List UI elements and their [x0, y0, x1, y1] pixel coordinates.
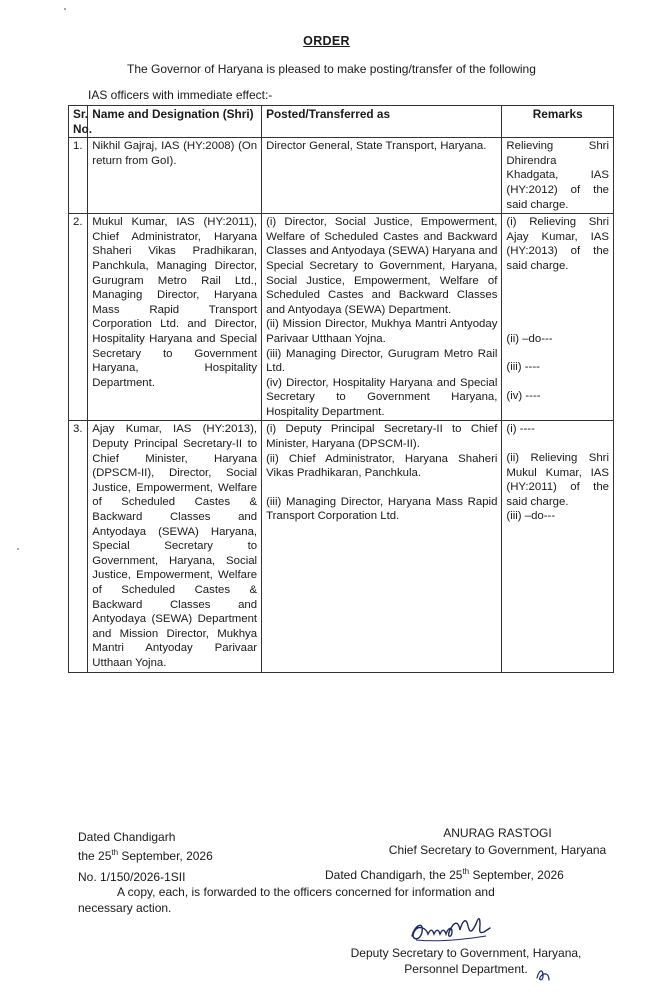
row-2-remarks-item: (iii) ---- — [506, 361, 540, 374]
row-2-remarks-item: (iv) ---- — [506, 389, 541, 402]
row-1-posted — [262, 138, 502, 214]
row-2-posted-item: (iii) Managing Director, Gurugram Metro Rail Ltd. — [266, 347, 498, 375]
scan-speck — [64, 8, 66, 10]
dated-date-sup: th — [111, 848, 119, 857]
row-1-name: Nikhil Gajraj, IAS (HY:2008) (On return from GoI). — [88, 138, 262, 214]
endorsement-date — [325, 864, 564, 883]
row-3-posted-item: (iii) Managing Director, Haryana Mass Rapid Transport Corporation Ltd. — [266, 495, 498, 523]
endorsement-number: No. 1/150/2026-1SII — [78, 870, 186, 884]
table-header-row — [69, 106, 614, 138]
row-3-remarks-item: (ii) Relieving Shri Mukul Kumar, IAS (HY:2011) of the said charge. — [506, 452, 609, 508]
row-3-remarks-item: (i) ---- — [506, 423, 535, 436]
intro-line-2: IAS officers with immediate effect:- — [88, 88, 273, 102]
copy-note-line-2: necessary action. — [78, 901, 172, 915]
endorsement-date-suffix: September, 2026 — [469, 868, 564, 882]
row-2-remarks — [502, 214, 614, 421]
row-3-sr: 3. — [69, 421, 88, 672]
scan-speck — [17, 548, 19, 550]
row-2-name: Mukul Kumar, IAS (HY:2011), Chief Administrator, Haryana Shaheri Vikas Pradhikaran, Panchkula, Managing Director, Gurugram Metro Rail Ltd., Managing Director, Haryana Mass Rapid Transport Corporation Ltd. and Director, Hospitality Haryana and Special Secretary to Government Haryana, Hospitality Department. — [88, 214, 262, 421]
row-3-remarks-item: (iii) –do--- — [506, 510, 556, 523]
signatory-title: Chief Secretary to Government, Haryana — [388, 843, 607, 857]
row-2-posted — [262, 214, 502, 421]
table-row — [69, 214, 614, 421]
handwritten-signature — [406, 910, 492, 946]
deputy-secretary-title: Deputy Secretary to Government, Haryana, — [350, 946, 582, 960]
row-2-sr: 2. — [69, 214, 88, 421]
intro-line-1: The Governor of Haryana is pleased to make posting/transfer of the following — [127, 62, 536, 76]
signatory-name: ANURAG RASTOGI — [443, 826, 552, 840]
row-3-posted-item: (i) Deputy Principal Secretary-II to Chief Minister, Haryana (DPSCM-II). — [266, 423, 498, 451]
copy-note-line-1: A copy, each, is forwarded to the officers concerned for information and — [117, 885, 495, 899]
row-2-posted-item: (i) Director, Social Justice, Empowerment, Welfare of Scheduled Castes and Backward Classes and Antyodaya (SEWA) Haryana and Special Secretary to Government, Haryana, Social Justice, Empowerment, Welfare of Scheduled Castes and Backward Classes and Antyodaya (SEWA) Department. — [266, 216, 498, 316]
row-2-remarks-item: (ii) –do--- — [506, 332, 553, 345]
header-sr-no: Sr. No. — [69, 106, 88, 138]
dated-place: Dated Chandigarh — [78, 830, 176, 844]
row-3-name: Ajay Kumar, IAS (HY:2013), Deputy Principal Secretary-II to Chief Minister, Haryana (DPSCM-II), Director, Social Justice, Empowerment, Welfare of Scheduled Castes & Backward Classes and Antyodaya (SEWA) Haryana, Special Secretary to Government, Haryana, Social Justice, Empowerment, Welfare of Scheduled Castes & Backward Classes and Antyodaya (SEWA) Department and Mission Director, Mukhya Mantri Antyoday Parivaar Utthaan Yojna. — [88, 421, 262, 672]
deputy-department: Personnel Department. — [404, 962, 528, 976]
endorsement-date-prefix: Dated Chandigarh, the 25 — [325, 868, 463, 882]
row-3-posted — [262, 421, 502, 672]
header-name-designation: Name and Designation (Shri) — [88, 106, 262, 138]
row-2-posted-item: (iv) Director, Hospitality Haryana and Special Secretary to Government Haryana, Hospitality Department. — [266, 376, 498, 418]
posting-table — [68, 105, 614, 673]
handwritten-initials — [533, 964, 553, 984]
dated-date-prefix: the 25 — [78, 849, 112, 863]
row-2-remarks-item: (i) Relieving Shri Ajay Kumar, IAS (HY:2013) of the said charge. — [506, 216, 609, 272]
dated-date — [78, 845, 213, 864]
row-1-posted-item: Director General, State Transport, Haryana. — [266, 140, 487, 153]
dated-date-suffix: September, 2026 — [118, 849, 213, 863]
row-3-remarks — [502, 421, 614, 672]
table-row — [69, 421, 614, 672]
row-1-remarks-item: Relieving Shri Dhirendra Khadgata, IAS (HY:2012) of the said charge. — [506, 140, 609, 211]
endorsement-date-sup: th — [462, 867, 470, 876]
row-3-posted-item: (ii) Chief Administrator, Haryana Shaheri Vikas Pradhikaran, Panchkula. — [266, 452, 498, 480]
header-posted-transferred: Posted/Transferred as — [262, 106, 502, 138]
row-1-sr: 1. — [69, 138, 88, 214]
row-2-posted-item: (ii) Mission Director, Mukhya Mantri Antyoday Parivaar Utthaan Yojna. — [266, 318, 498, 345]
row-1-remarks — [502, 138, 614, 214]
order-heading: ORDER — [303, 34, 350, 48]
table-row — [69, 138, 614, 214]
header-remarks: Remarks — [502, 106, 614, 138]
